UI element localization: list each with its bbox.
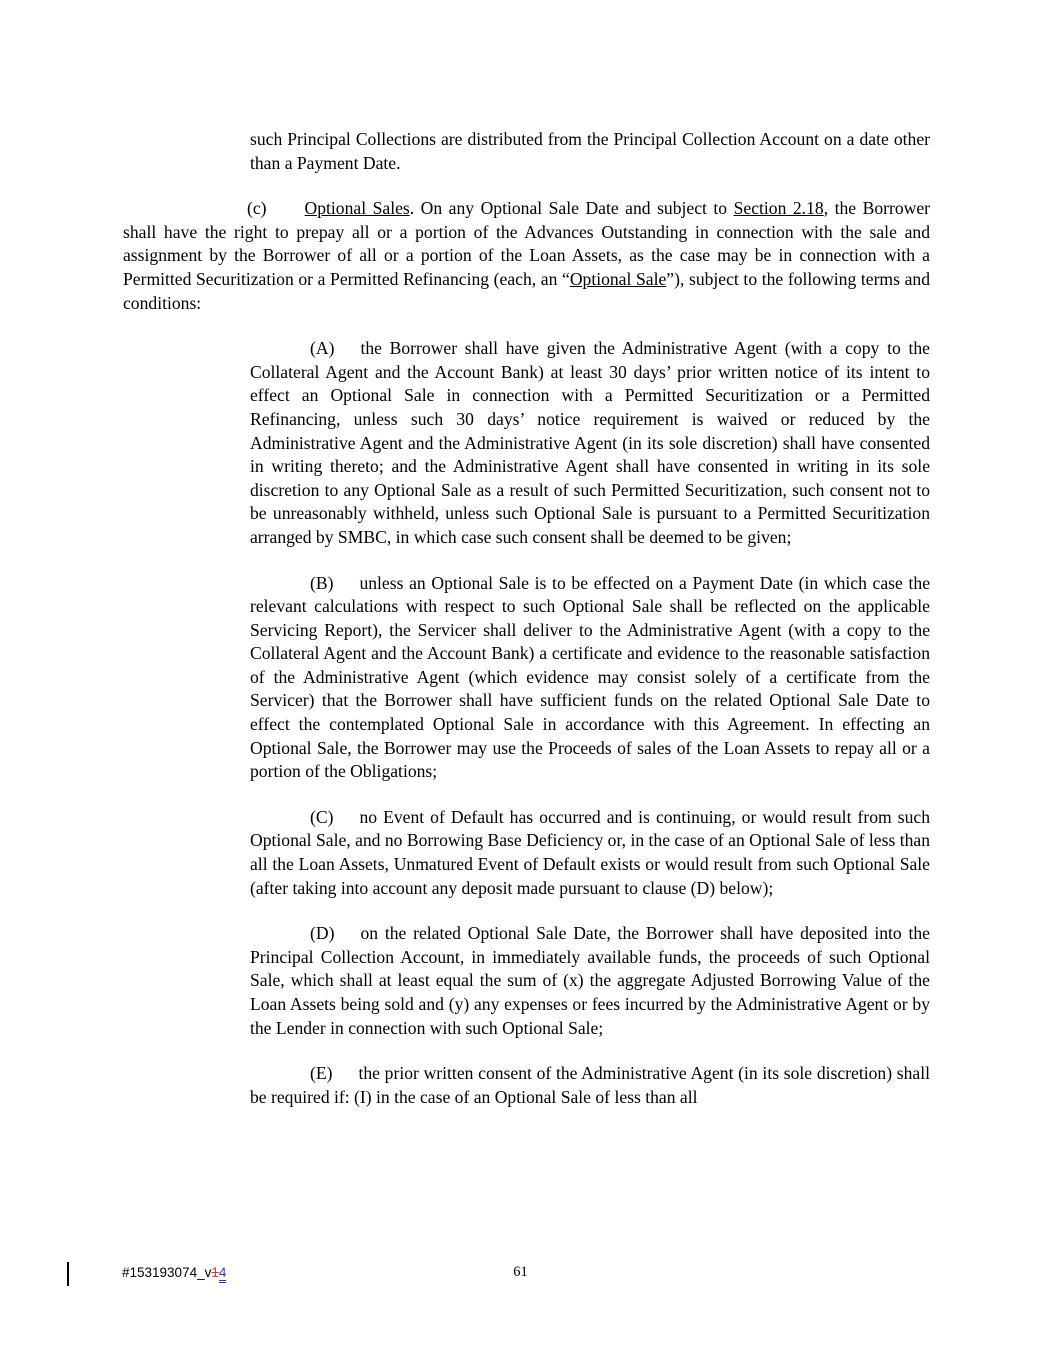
clause-D-label: (D) [310,923,335,944]
clause-B [250,572,930,784]
page-number: 61 [513,1264,528,1280]
clause-C [250,806,930,900]
clause-A-text: the Borrower shall have given the Administrative Agent (with a copy to the Collateral Agent and the Account Bank) at least 30 days’ prior written notice of its intent to effect an Optional Sale in connection with a Permitted Securitization or a Permitted Refinancing, unless such 30 days’ notice requirement is waived or reduced by the Administrative Agent and the Administrative Agent (in its sole discretion) shall have consented in writing thereto; and the Administrative Agent shall have consented in writing in its sole discretion to any Optional Sale as a result of such Permitted Securitization, such consent not to be unreasonably withheld, unless such Optional Sale is pursuant to a Permitted Securitization arranged by SMBC, in which case such consent shall be deemed to be given; [250,338,930,547]
section-reference: Section 2.18 [733,198,824,219]
clause-E [250,1062,930,1109]
defined-term-optional-sale: Optional Sale [569,268,667,289]
clause-A [250,337,930,549]
inserted-version-digit: 4 [219,1265,227,1283]
clause-B-text: unless an Optional Sale is to be effected on a Payment Date (in which case the relevant calculations with respect to such Optional Sale shall be reflected on the applicable Servicing Report), the Servicer shall deliver to the Administrative Agent (with a copy to the Collateral Agent and the Account Bank) a certificate and evidence to the reasonable satisfaction of the Administrative Agent (which evidence may consist solely of a certificate from the Servicer) that the Borrower shall have sufficient funds on the related Optional Sale Date to effect the contemplated Optional Sale in accordance with this Agreement. In effecting an Optional Sale, the Borrower may use the Proceeds of sales of the Loan Assets to repay all or a portion of the Obligations; [250,572,930,782]
continuation-paragraph [250,128,930,175]
clause-C-label: (C) [310,806,334,827]
paragraph-c-label: (c) [247,198,267,219]
paragraph-c-text-2: , the Borrower shall have the right to prepay all or a portion of the Advances Outstanding in connection with the sale and assignment by the Borrower of all or a portion of the Loan Assets, as the case may be in connection with a Permitted Securitization or a Permitted Refinancing (each, an “ [123,198,931,289]
paragraph-c-text-3: ”), subject to the following terms and conditions: [123,268,930,313]
paragraph-c-heading: Optional Sales [304,198,410,219]
clause-E-label: (E) [310,1063,333,1084]
clause-B-label: (B) [310,572,334,593]
page-footer [0,1260,1055,1290]
paragraph-c [123,197,930,315]
clause-E-text: the prior written consent of the Administrative Agent (in its sole discretion) shall be required if: (I) in the case of an Optional Sale of less than all [250,1063,930,1107]
clause-A-label: (A) [310,338,335,359]
paragraph-c-text-1: . On any Optional Sale Date and subject to [409,198,734,219]
clause-C-text: no Event of Default has occurred and is continuing, or would result from such Optional Sale, and no Borrowing Base Deficiency or, in the case of an Optional Sale of less than all the Loan Assets, Unmatured Event of Default exists or would result from such Optional Sale (after taking into account any deposit made pursuant to clause (D) below); [250,806,930,898]
deleted-version-digit: 1 [211,1265,219,1280]
continuation-text: such Principal Collections are distributed from the Principal Collection Account on a date other than a Payment Date. [250,129,930,173]
clause-D-text: on the related Optional Sale Date, the Borrower shall have deposited into the Principal Collection Account, in immediately available funds, the proceeds of such Optional Sale, which shall at least equal the sum of (x) the aggregate Adjusted Borrowing Value of the Loan Assets being sold and (y) any expenses or fees incurred by the Administrative Agent or by the Lender in connection with such Optional Sale; [250,923,930,1038]
clause-D [250,922,930,1040]
document-id-prefix: #153193074_v [122,1265,212,1280]
page-body [123,128,930,1109]
